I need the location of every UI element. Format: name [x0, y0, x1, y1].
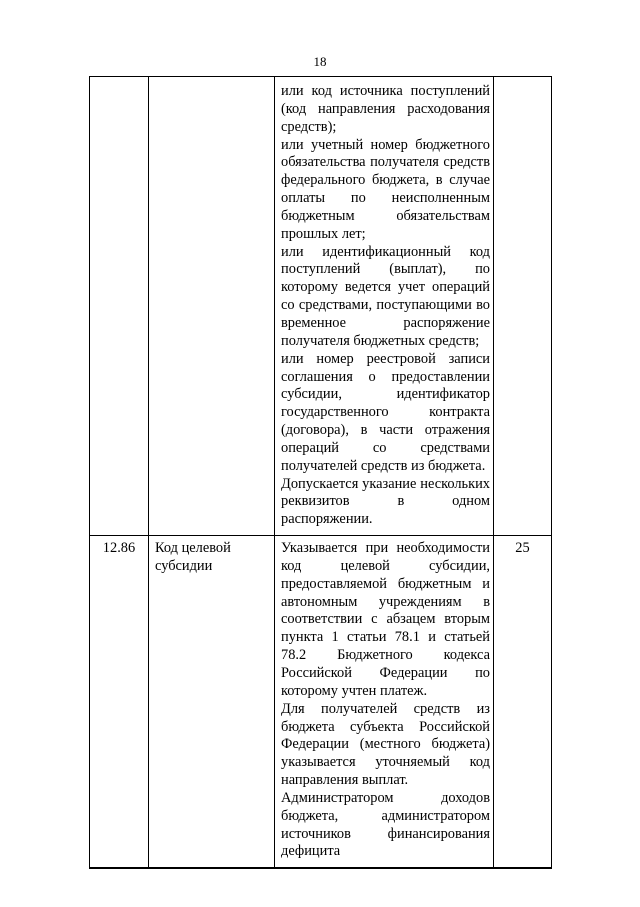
description-paragraph: или код источника поступлений (код направления расходования средств); — [281, 83, 490, 135]
requisite-name-cell — [149, 77, 275, 536]
requisite-name-cell: Код целевой субсидии — [149, 536, 275, 869]
requisite-description-cell — [275, 77, 494, 536]
field-length-cell — [494, 77, 552, 536]
row-number-cell — [90, 77, 149, 536]
description-paragraph: Допускается указание нескольких реквизитов в одном распоряжении. — [281, 475, 490, 528]
row-number-cell: 12.86 — [90, 536, 149, 869]
page-number: 18 — [313, 54, 327, 69]
requisites-table — [89, 76, 552, 869]
description-paragraph: Администратором доходов бюджета, администратором источников финансирования дефицита — [281, 789, 490, 860]
description-paragraph: или идентификационный код поступлений (выплат), по которому ведется учет операций со средствами, поступающими во временное распоряжение получателя бюджетных средств; — [281, 243, 490, 349]
requisite-description-cell — [275, 536, 494, 869]
table-row — [90, 536, 552, 869]
field-length-cell: 25 — [494, 536, 552, 869]
description-paragraph: Указывается при необходимости код целевой субсидии, предоставляемой бюджетным и автономным учреждениям в соответствии с абзацем вторым пункта 1 статьи 78.1 и статьей 78.2 Бюджетного кодекса Российской Федерации по которому учтен платеж. — [281, 540, 490, 699]
table-row — [90, 77, 552, 536]
description-paragraph: или номер реестровой записи соглашения о предоставлении субсидии, идентификатор государственного контракта (договора), в части отражения операций со средствами получателей средств из бюджета. — [281, 350, 490, 474]
description-paragraph: Для получателей средств из бюджета субъекта Российской Федерации (местного бюджета) указывается уточняемый код направления выплат. — [281, 700, 490, 789]
description-paragraph: или учетный номер бюджетного обязательства получателя средств федерального бюджета, в случае оплаты по неисполненным бюджетным обязательствам прошлых лет; — [281, 136, 490, 242]
